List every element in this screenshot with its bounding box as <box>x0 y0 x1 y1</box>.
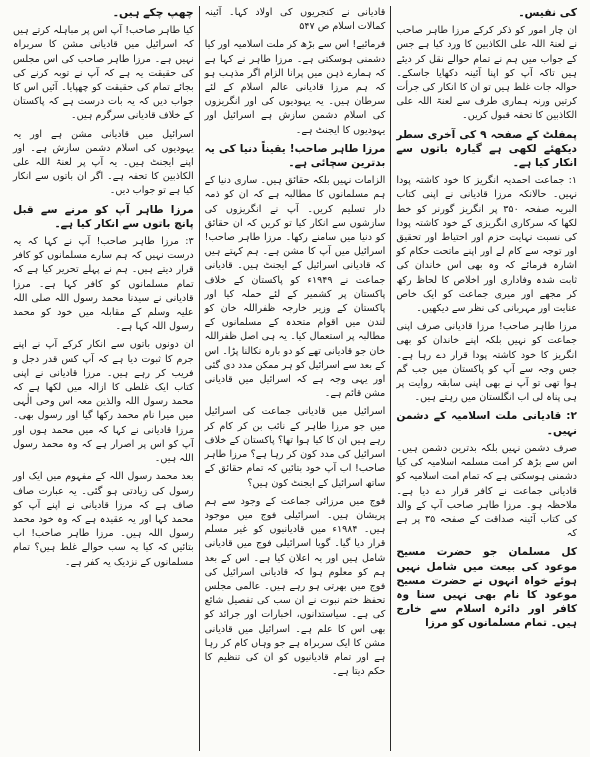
paragraph-gap <box>13 570 194 574</box>
column-heading: چھپ چکے ہیں۔ <box>112 6 194 19</box>
column-left <box>8 6 200 751</box>
paragraph: کیا طاہر صاحب! آپ اس پر مباہلہ کرتے ہیں کہ اسرائیل میں قادیانی مشن کا سربراہ نہیں ہے۔ مرزا طاہر صاحب کی اس مجلس کی حقیقت یہ ہے کہ آپ نے توبہ کرنے کی بجائے تمام کی حقیقت کو چھپایا۔ آئیں اس کا جواب دیں کہ یہ بات درست ہے کہ پاکستان کے خلاف قادیانی سرگرم ہیں۔ <box>12 25 194 122</box>
bold-statement: کل مسلمان جو حضرت مسیح موعود کی بیعت میں شامل نہیں ہوئے خواہ انہوں نے حضرت مسیح موعود کا نام بھی نہیں سنا وہ کافر اور دائرہ اسلام سے خارج ہیں۔ تمام مسلمانوں کو مرزا <box>396 546 577 630</box>
paragraph: اسرائیل میں قادیانی مشن ہے اور یہ یہودیوں کی اسلام دشمن سازش ہے۔ اور اپنے ایجنٹ ہیں۔ یہ آپ پر لعنۃ اللہ علی الکاذبین کا تحفہ ہے۔ اگر ان باتوں سے انکار کیا ہے تو جواب دیں۔ <box>12 128 194 197</box>
text-columns <box>8 6 582 751</box>
paragraph-gap <box>396 631 577 635</box>
paragraph: ۱: جماعت احمدیہ انگریز کا خود کاشتہ پودا نہیں۔ حالانکہ مرزا قادیانی نے اپنی کتاب البریہ صفحہ ۳۵۰ پر انگریز گورنر کو خط لکھا کہ سرکاری انگریزی کے خود کاشتہ پودا کی نسبت نہایت حزم اور احتیاط اور تحقیق اور توجہ سے کام لے اور اپنے ماتحت حکام کو اشارہ فرمائے کہ وہ بھی اس خاندان کی ثابت شدہ وفاداری اور اخلاص کا لحاظ رکھ کر مجھے اور میری جماعت کو ایک خاص عنایت اور مہربانی کی نظر سے دیکھیں۔ <box>396 175 577 315</box>
paragraph: الزامات نہیں بلکہ حقائق ہیں۔ ساری دنیا کے ہم مسلمانوں کا مطالبہ ہے کہ ان کو ذمہ دار تسلیم کریں۔ آپ نے انگریزوں کی سازشوں سے انکار کیا تو کریں کہ ان حقائق کو دنیا میں سامنے رکھا۔ مرزا طاہر صاحب! اسرائیل میں آپ کا مشن ہے۔ ہم کہتے ہیں کہ قادیانی اسرائیل کے ایجنٹ ہیں۔ قادیانی جماعت نے ۱۹۴۹ء کو پاکستان کے خلاف پاکستان پر کشمیر کے لئے حملہ کیا اور پاکستان کے وزیر خارجہ ظفراللہ خان کو لندن میں اقوام متحدہ کے مسلمانوں کے مطالبہ پر استعمال کیا۔ یہ ہی اصل ظفراللہ خان جو قادیانی تھے کو دو بارہ نکالنا پڑا۔ اس کے بعد سے اسرائیل کو ہر ممکن مدد دی گئی اور یہی وجہ ہے کہ اسرائیل میں قادیانی مشن قائم ہے۔ <box>204 175 386 400</box>
paragraph: ۳: مرزا طاہر صاحب! آپ نے کہا کہ یہ درست نہیں کہ ہم سارے مسلمانوں کو کافر قرار دیتے ہیں۔ ہم نے پہلے تحریر کیا ہے کہ تمام مسلمانوں کو کافر کہا ہے۔ مرزا قادیانی نے سیدنا محمد رسول اللہ صلی اللہ علیہ وسلم کے مقابلہ میں خود کو محمد رسول اللہ کہا ہے۔ <box>12 236 194 333</box>
bold-statement: ۲: قادیانی ملت اسلامیہ کے دشمن نہیں۔ <box>396 410 577 437</box>
column-heading: کی نفیس۔ <box>518 6 577 19</box>
paragraph: ان چار امور کو ذکر کرکے مرزا طاہر صاحب نے لعنۃ اللہ علی الکاذبین کا ورد کیا ہے جس کے جواب میں ہم نے تمام حوالے نقل کر دیئے ہیں تاکہ آپ کو اپنا آئینہ دکھایا جاسکے۔ حوالہ جات غلط ہیں تو ان کا انکار کی جرأت کرتیں ورنہ ہماری طرف سے لعنۃ اللہ علی الکاذبین کا تحفہ قبول کریں۔ <box>396 25 577 122</box>
column-right <box>391 6 582 751</box>
paragraph: صرف دشمن نہیں بلکہ بدترین دشمن ہیں۔ اس سے بڑھ کر امت مسلمہ اسلامیہ کی کیا دشمنی ہوسکتی ہے کہ تمام امت اسلامیہ کو قادیانی جماعت نے کافر قرار دے دیا ہے۔ ملاحظہ ہو۔ مرزا طاہر صاحب آپ کے والد کی کتاب آئینہ صداقت کے صفحہ ۳۵ پر ہے کہ <box>396 442 577 540</box>
bold-statement: پمفلٹ کے صفحہ ۹ کی آخری سطر دیکھئے لکھی ہے گیارہ باتوں سے انکار کیا ہے۔ <box>396 128 577 170</box>
paragraph: فوج میں مرزائی جماعت کے وجود سے ہم پریشان ہیں۔ اسرائیلی فوج میں موجود ہیں۔ ۱۹۸۴ء میں قادیانیوں کو غیر مسلم قرار دیا گیا۔ گویا اسرائیلی فوج میں قادیانی شامل ہیں اور یہ اعلان کیا ہے۔ اس کے بعد ہم کو معلوم ہوا کہ قادیانی اسرائیل کی فوج میں بھرتی ہو رہے ہیں۔ عالمی مجلس تحفظ ختم نبوت نے ان سب کی تفصیل شائع کی ہے۔ سیاستدانوں، اخبارات اور جرائد کو بھی اس کا علم ہے۔ اسرائیل میں قادیانی مشن کا ایک سربراہ ہے جو وہاں کام کر رہا ہے اور تمام قادیانیوں کو ان کی تنظیم کا حکم دیتا ہے۔ <box>204 495 386 678</box>
paragraph: بعد محمد رسول اللہ کے مفہوم میں ایک اور رسول کی زیادتی ہو گئی۔ یہ عبارت صاف صاف ہے کہ مرزا قادیانی نے اپنے آپ کو محمد کہا اور یہ عقیدہ ہے کہ وہ خود محمد رسول اللہ ہیں۔ مرزا طاہر صاحب! اب بتائیں کہ کیا یہ سب حوالے غلط ہیں؟ تمام مسلمانوں کے نزدیک یہ کفر ہے۔ <box>12 471 194 568</box>
bold-statement: مرزا طاہر آپ کو مرنے سے قبل پانچ باتوں سے انکار کیا ہے۔ <box>12 203 194 230</box>
bold-statement: مرزا طاہر صاحب! یقیناً دنیا کی یہ بدترین سچائی ہے۔ <box>204 142 386 170</box>
paragraph: فرمائیے! اس سے بڑھ کر ملت اسلامیہ اور کیا دشمنی ہوسکتی ہے۔ مرزا طاہر نے کہا ہے کہ ہمارے ذہن میں پرانا الزام اگر مذہب ہو کہ ہم مرزا قادیانی عالم اسلام کے لئے سرطان ہیں۔ یہ یہودیوں کی اور انگریزوں کی اسلام دشمن سازش ہے اسرائیل اور یہودیوں کا ایجنٹ ہے۔ <box>204 39 386 136</box>
column-middle <box>200 6 392 751</box>
paragraph: ان دونوں باتوں سے انکار کرکے آپ نے اپنے جرم کا ثبوت دیا ہے کہ آپ کس قدر دجل و فریب کر رہے ہیں۔ مرزا قادیانی نے اپنی کتاب ایک غلطی کا ازالہ میں لکھا ہے کہ محمد رسول اللہ والذین معہ اس وحی الٰہی میں میرا نام محمد رکھا گیا اور رسول بھی۔ مرزا قادیانی نے کہا کہ میں محمد ہوں اور آپ کو اس پر اصرار ہے کہ وہ محمد رسول اللہ ہیں۔ <box>12 339 194 465</box>
paragraph-gap <box>205 679 386 683</box>
paragraph: قادیانی نے کنجریوں کی اولاد کہا۔ آئینہ کمالات اسلام ص ۵۴۷ <box>204 7 386 33</box>
paragraph: اسرائیل میں قادیانی جماعت کی اسرائیل میں جو مرزا طاہر کے نائب بن کر کام کر رہے ہیں ان کا کیا ہوا تھا؟ پاکستان کے خلاف اسرائیل کی مدد کون کر رہا ہے؟ مرزا طاہر صاحب! اب آپ خود بتائیں کہ تمام حقائق کے ساتھ اسرائیل کے ایجنٹ کون ہیں؟ <box>204 406 386 489</box>
paragraph: مرزا طاہر صاحب! مرزا قادیانی صرف اپنی جماعت کو نہیں بلکہ اپنے خاندان کو بھی انگریز کا خود کاشتہ پودا قرار دے رہا ہے۔ جس وجہ سے آپ کو پاکستان میں جب گم ہوا تھی تو آپ نے بھی اپنی سابقہ روایت پر ہی پناہ لی اب انگلستان میں رہتے ہیں۔ <box>396 321 577 404</box>
